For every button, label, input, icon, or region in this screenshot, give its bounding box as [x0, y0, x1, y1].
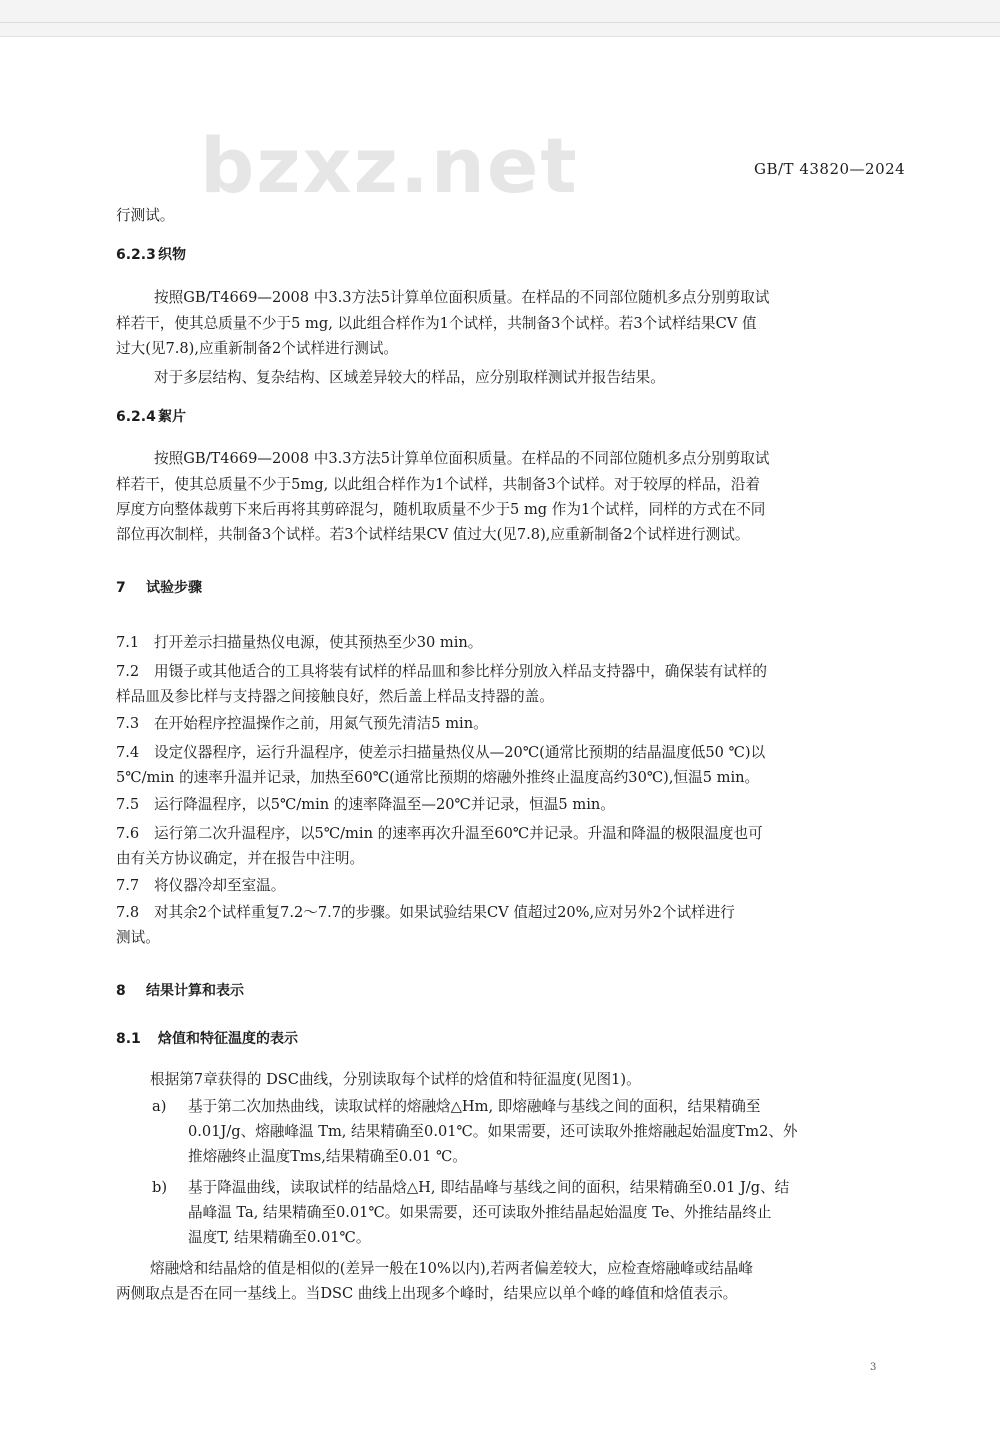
- heading-title: 絮片: [158, 409, 186, 425]
- step-7-2-line-2: 样品皿及参比样与支持器之间接触良好，然后盖上样品支持器的盖。: [116, 688, 554, 705]
- heading-7: [116, 576, 202, 602]
- paragraph-6-2-3-1-line-3: 过大(见7.8),应重新制备2个试样进行测试。: [116, 340, 399, 357]
- document-code: GB/T 43820—2024: [754, 160, 906, 178]
- paragraph-8-1-closing-line-2: 两侧取点是否在同一基线上。当DSC 曲线上出现多个峰时，结果应以单个峰的峰值和焓值表示。: [116, 1285, 738, 1302]
- step-text: 运行降温程序，以5℃/min 的速率降温至—20℃并记录，恒温5 min。: [154, 796, 615, 813]
- step-number: 7.8: [116, 904, 140, 921]
- paragraph-8-1-intro: 根据第7章获得的 DSC曲线，分别读取每个试样的焓值和特征温度(见图1)。: [150, 1071, 641, 1088]
- heading-6-2-4: [116, 405, 186, 431]
- heading-6-2-3: [116, 243, 186, 269]
- heading-number: 6.2.4: [116, 409, 156, 425]
- heading-number: 8: [116, 983, 126, 999]
- list-item-a-line-2: 0.01J/g、熔融峰温 Tm, 结果精确至0.01℃。如果需要，还可读取外推熔融起始温度Tm2、外: [188, 1123, 798, 1140]
- paragraph-6-2-3-2: 对于多层结构、复杂结构、区域差异较大的样品，应分别取样测试并报告结果。: [154, 369, 665, 386]
- step-text: 对其余2个试样重复7.2～7.7的步骤。如果试验结果CV 值超过20%,应对另外2个试样进行: [154, 904, 735, 921]
- step-text: 运行第二次升温程序，以5℃/min 的速率再次升温至60℃并记录。升温和降温的极限温度也可: [154, 825, 763, 842]
- paragraph-6-2-3-1-line-2: 样若干，使其总质量不少于5 mg, 以此组合样作为1个试样，共制备3个试样。若3个试样结果CV 值: [116, 315, 757, 332]
- step-7-6: [116, 821, 763, 847]
- top-bar-divider: [0, 22, 1000, 23]
- continuation-line: 行测试。: [116, 207, 175, 224]
- step-text: 将仪器冷却至室温。: [154, 877, 286, 894]
- step-7-8-line-2: 测试。: [116, 929, 160, 946]
- heading-number: 8.1: [116, 1031, 141, 1047]
- step-7-3: [116, 711, 488, 737]
- step-7-6-line-2: 由有关方协议确定，并在报告中注明。: [116, 850, 365, 867]
- step-number: 7.4: [116, 744, 140, 761]
- step-text: 设定仪器程序，运行升温程序，使差示扫描量热仪从—20℃(通常比预期的结晶温度低50 ℃)以: [154, 744, 766, 761]
- paragraph-6-2-4-line-1: 按照GB/T4669—2008 中3.3方法5计算单位面积质量。在样品的不同部位随机多点分别剪取试: [154, 450, 770, 467]
- step-number: 7.6: [116, 825, 140, 842]
- heading-title: 结果计算和表示: [146, 983, 244, 999]
- heading-title: 织物: [158, 247, 186, 263]
- step-text: 用镊子或其他适合的工具将装有试样的样品皿和参比样分别放入样品支持器中，确保装有试样的: [154, 663, 767, 680]
- list-item-a-label: a): [152, 1098, 167, 1115]
- heading-number: 6.2.3: [116, 247, 156, 263]
- step-7-2: [116, 659, 767, 685]
- step-number: 7.7: [116, 877, 140, 894]
- step-number: 7.2: [116, 663, 140, 680]
- step-number: 7.1: [116, 634, 140, 651]
- step-number: 7.5: [116, 796, 140, 813]
- heading-title: 焓值和特征温度的表示: [158, 1031, 298, 1047]
- list-item-b-line-3: 温度T, 结果精确至0.01℃。: [188, 1229, 371, 1246]
- step-7-8: [116, 900, 735, 926]
- paragraph-6-2-4-line-2: 样若干，使其总质量不少于5mg, 以此组合样作为1个试样，共制备3个试样。对于较厚的样品，沿着: [116, 476, 761, 493]
- heading-title: 试验步骤: [146, 580, 202, 596]
- step-text: 在开始程序控温操作之前，用氮气预先清洁5 min。: [154, 715, 488, 732]
- step-7-7: [116, 873, 285, 899]
- list-item-b-line-2: 晶峰温 Ta, 结果精确至0.01℃。如果需要，还可读取外推结晶起始温度 Te、外推结晶终止: [188, 1204, 772, 1221]
- step-7-5: [116, 792, 615, 818]
- paragraph-6-2-3-1-line-1: 按照GB/T4669—2008 中3.3方法5计算单位面积质量。在样品的不同部位随机多点分别剪取试: [154, 289, 770, 306]
- step-text: 打开差示扫描量热仪电源，使其预热至少30 min。: [154, 634, 483, 651]
- list-item-b-line-1: 基于降温曲线，读取试样的结晶焓△H, 即结晶峰与基线之间的面积，结果精确至0.01 J/g、结: [188, 1179, 790, 1196]
- page-number: 3: [870, 1362, 877, 1373]
- heading-8-1: [116, 1027, 298, 1053]
- list-item-a-line-1: 基于第二次加热曲线，读取试样的熔融焓△Hm, 即熔融峰与基线之间的面积，结果精确至: [188, 1098, 761, 1115]
- step-7-4: [116, 740, 765, 766]
- step-7-4-line-2: 5℃/min 的速率升温并记录，加热至60℃(通常比预期的熔融外推终止温度高约30℃),恒温5 min。: [116, 769, 760, 786]
- viewer-top-bar: [0, 0, 1000, 37]
- paragraph-8-1-closing-line-1: 熔融焓和结晶焓的值是相似的(差异一般在10%以内),若两者偏差较大，应检查熔融峰或结晶峰: [150, 1260, 754, 1277]
- watermark: bzxz.net: [200, 121, 579, 210]
- paragraph-6-2-4-line-4: 部位再次制样，共制备3个试样。若3个试样结果CV 值过大(见7.8),应重新制备2个试样进行测试。: [116, 526, 750, 543]
- paragraph-6-2-4-line-3: 厚度方向整体裁剪下来后再将其剪碎混匀，随机取质量不少于5 mg 作为1个试样，同样的方式在不同: [116, 501, 766, 518]
- step-number: 7.3: [116, 715, 140, 732]
- heading-8: [116, 979, 244, 1005]
- step-7-1: [116, 630, 482, 656]
- list-item-a-line-3: 推熔融终止温度Tms,结果精确至0.01 ℃。: [188, 1148, 467, 1165]
- list-item-b-label: b): [152, 1179, 168, 1196]
- heading-number: 7: [116, 580, 126, 596]
